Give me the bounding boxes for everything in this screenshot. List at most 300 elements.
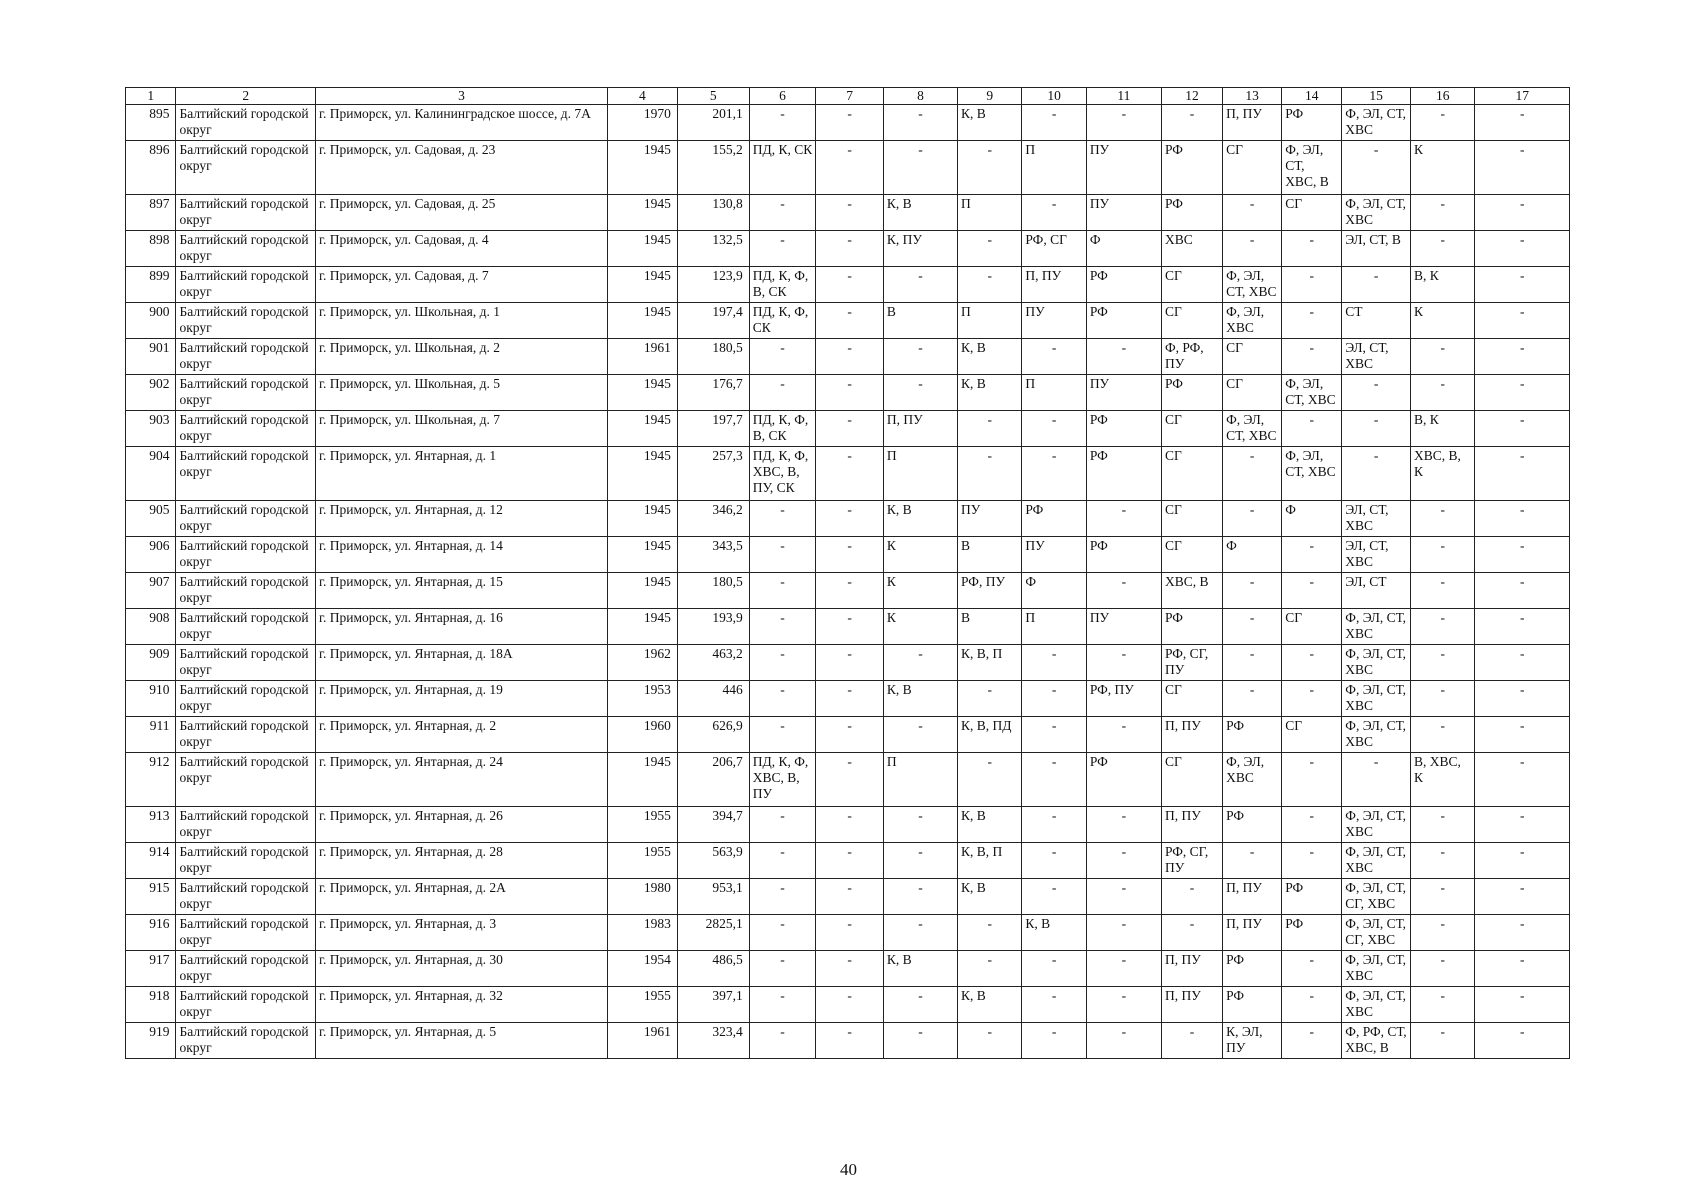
cell-col-6: -	[749, 573, 816, 609]
cell-col-16: В, ХВС, К	[1411, 753, 1475, 807]
cell-col-8: -	[883, 915, 957, 951]
cell-col-11: -	[1086, 951, 1161, 987]
cell-col-17: -	[1475, 339, 1570, 375]
cell-col-14: -	[1282, 267, 1342, 303]
cell-col-17: -	[1475, 411, 1570, 447]
cell-col-13: П, ПУ	[1223, 879, 1282, 915]
column-header-14: 14	[1282, 88, 1342, 105]
cell-col-8: -	[883, 339, 957, 375]
cell-row-number: 914	[126, 843, 176, 879]
cell-address: г. Приморск, ул. Янтарная, д. 2А	[316, 879, 608, 915]
table-row	[126, 987, 1570, 1023]
cell-municipality: Балтийский городской округ	[176, 303, 316, 339]
cell-col-16: К	[1411, 303, 1475, 339]
cell-col-7: -	[816, 195, 884, 231]
cell-col-11: ПУ	[1086, 195, 1161, 231]
cell-col-11: -	[1086, 987, 1161, 1023]
table-row	[126, 609, 1570, 645]
cell-col-16: -	[1411, 609, 1475, 645]
cell-address: г. Приморск, ул. Янтарная, д. 14	[316, 537, 608, 573]
table-row	[126, 303, 1570, 339]
cell-area: 132,5	[677, 231, 749, 267]
cell-row-number: 918	[126, 987, 176, 1023]
cell-col-15: ЭЛ, СТ	[1342, 573, 1411, 609]
cell-col-11: -	[1086, 879, 1161, 915]
cell-col-10: -	[1022, 843, 1086, 879]
cell-col-7: -	[816, 609, 884, 645]
cell-area: 123,9	[677, 267, 749, 303]
cell-col-7: -	[816, 303, 884, 339]
cell-col-17: -	[1475, 105, 1570, 141]
cell-col-15: Ф, ЭЛ, СТ, ХВС	[1342, 717, 1411, 753]
cell-col-16: -	[1411, 645, 1475, 681]
cell-col-12: СГ	[1161, 267, 1222, 303]
cell-year-built: 1945	[608, 573, 678, 609]
cell-area: 463,2	[677, 645, 749, 681]
cell-col-12: -	[1161, 1023, 1222, 1059]
cell-col-10: -	[1022, 645, 1086, 681]
cell-municipality: Балтийский городской округ	[176, 105, 316, 141]
cell-col-9: -	[958, 681, 1022, 717]
cell-col-14: Ф	[1282, 501, 1342, 537]
cell-col-14: -	[1282, 339, 1342, 375]
cell-col-11: РФ, ПУ	[1086, 681, 1161, 717]
column-header-6: 6	[749, 88, 816, 105]
table-row	[126, 681, 1570, 717]
cell-col-13: Ф	[1223, 537, 1282, 573]
cell-address: г. Приморск, ул. Янтарная, д. 2	[316, 717, 608, 753]
cell-col-15: -	[1342, 267, 1411, 303]
cell-col-13: -	[1223, 501, 1282, 537]
cell-year-built: 1945	[608, 411, 678, 447]
cell-col-6: -	[749, 609, 816, 645]
cell-col-16: К	[1411, 141, 1475, 195]
cell-municipality: Балтийский городской округ	[176, 375, 316, 411]
cell-col-9: В	[958, 609, 1022, 645]
table-row	[126, 879, 1570, 915]
cell-row-number: 908	[126, 609, 176, 645]
cell-year-built: 1945	[608, 195, 678, 231]
cell-municipality: Балтийский городской округ	[176, 411, 316, 447]
cell-col-12: РФ	[1161, 609, 1222, 645]
table-row	[126, 141, 1570, 195]
cell-year-built: 1945	[608, 501, 678, 537]
cell-row-number: 916	[126, 915, 176, 951]
cell-year-built: 1983	[608, 915, 678, 951]
cell-municipality: Балтийский городской округ	[176, 681, 316, 717]
column-header-1: 1	[126, 88, 176, 105]
cell-col-17: -	[1475, 645, 1570, 681]
cell-col-15: -	[1342, 141, 1411, 195]
cell-col-8: К	[883, 609, 957, 645]
cell-col-11: -	[1086, 501, 1161, 537]
cell-col-6: -	[749, 1023, 816, 1059]
cell-col-14: РФ	[1282, 915, 1342, 951]
cell-area: 130,8	[677, 195, 749, 231]
cell-col-11: -	[1086, 843, 1161, 879]
cell-area: 2825,1	[677, 915, 749, 951]
cell-col-8: К	[883, 537, 957, 573]
cell-col-17: -	[1475, 915, 1570, 951]
cell-row-number: 915	[126, 879, 176, 915]
cell-row-number: 905	[126, 501, 176, 537]
cell-col-13: СГ	[1223, 375, 1282, 411]
cell-col-13: -	[1223, 843, 1282, 879]
cell-row-number: 903	[126, 411, 176, 447]
cell-address: г. Приморск, ул. Янтарная, д. 19	[316, 681, 608, 717]
cell-col-9: К, В, П	[958, 843, 1022, 879]
cell-year-built: 1980	[608, 879, 678, 915]
cell-col-6: ПД, К, Ф, В, СК	[749, 267, 816, 303]
cell-col-15: Ф, ЭЛ, СТ, ХВС	[1342, 951, 1411, 987]
cell-col-10: РФ	[1022, 501, 1086, 537]
cell-col-6: ПД, К, СК	[749, 141, 816, 195]
cell-col-10: -	[1022, 339, 1086, 375]
cell-col-8: -	[883, 375, 957, 411]
cell-municipality: Балтийский городской округ	[176, 987, 316, 1023]
cell-col-11: РФ	[1086, 753, 1161, 807]
cell-col-9: К, В	[958, 807, 1022, 843]
cell-col-8: В	[883, 303, 957, 339]
cell-col-17: -	[1475, 375, 1570, 411]
cell-col-10: -	[1022, 681, 1086, 717]
cell-col-6: -	[749, 879, 816, 915]
cell-address: г. Приморск, ул. Школьная, д. 5	[316, 375, 608, 411]
cell-col-13: Ф, ЭЛ, СТ, ХВС	[1223, 411, 1282, 447]
cell-area: 155,2	[677, 141, 749, 195]
cell-col-8: -	[883, 105, 957, 141]
cell-col-7: -	[816, 879, 884, 915]
cell-col-13: -	[1223, 645, 1282, 681]
cell-col-14: -	[1282, 681, 1342, 717]
cell-col-17: -	[1475, 141, 1570, 195]
cell-year-built: 1945	[608, 537, 678, 573]
cell-col-15: Ф, ЭЛ, СТ, ХВС	[1342, 681, 1411, 717]
cell-col-10: -	[1022, 105, 1086, 141]
cell-municipality: Балтийский городской округ	[176, 501, 316, 537]
cell-col-9: -	[958, 267, 1022, 303]
cell-col-17: -	[1475, 951, 1570, 987]
table-body	[126, 105, 1570, 1059]
column-number-header	[126, 88, 1570, 105]
cell-col-6: -	[749, 915, 816, 951]
table-row	[126, 195, 1570, 231]
cell-year-built: 1955	[608, 807, 678, 843]
cell-col-6: -	[749, 105, 816, 141]
cell-municipality: Балтийский городской округ	[176, 267, 316, 303]
cell-year-built: 1945	[608, 753, 678, 807]
cell-col-12: -	[1161, 879, 1222, 915]
cell-col-8: П	[883, 447, 957, 501]
column-header-8: 8	[883, 88, 957, 105]
cell-col-9: К, В	[958, 987, 1022, 1023]
cell-col-6: -	[749, 843, 816, 879]
cell-col-15: Ф, ЭЛ, СТ, ХВС	[1342, 843, 1411, 879]
cell-col-9: К, В, ПД	[958, 717, 1022, 753]
cell-col-8: К, В	[883, 195, 957, 231]
cell-row-number: 917	[126, 951, 176, 987]
cell-area: 343,5	[677, 537, 749, 573]
column-header-10: 10	[1022, 88, 1086, 105]
cell-address: г. Приморск, ул. Садовая, д. 23	[316, 141, 608, 195]
table-row	[126, 915, 1570, 951]
cell-area: 486,5	[677, 951, 749, 987]
cell-address: г. Приморск, ул. Калининградское шоссе, д. 7А	[316, 105, 608, 141]
cell-col-12: ХВС	[1161, 231, 1222, 267]
cell-col-13: РФ	[1223, 717, 1282, 753]
cell-col-15: ЭЛ, СТ, ХВС	[1342, 339, 1411, 375]
cell-row-number: 899	[126, 267, 176, 303]
cell-col-17: -	[1475, 987, 1570, 1023]
cell-col-6: -	[749, 807, 816, 843]
cell-col-14: -	[1282, 807, 1342, 843]
cell-col-11: -	[1086, 339, 1161, 375]
column-header-15: 15	[1342, 88, 1411, 105]
cell-col-16: -	[1411, 1023, 1475, 1059]
cell-col-10: П	[1022, 141, 1086, 195]
cell-year-built: 1962	[608, 645, 678, 681]
cell-col-7: -	[816, 915, 884, 951]
cell-municipality: Балтийский городской округ	[176, 753, 316, 807]
cell-col-9: К, В	[958, 339, 1022, 375]
cell-col-14: РФ	[1282, 879, 1342, 915]
cell-col-13: -	[1223, 609, 1282, 645]
cell-address: г. Приморск, ул. Янтарная, д. 3	[316, 915, 608, 951]
table-row	[126, 807, 1570, 843]
cell-municipality: Балтийский городской округ	[176, 717, 316, 753]
cell-col-9: К, В	[958, 375, 1022, 411]
cell-col-8: -	[883, 843, 957, 879]
cell-col-7: -	[816, 1023, 884, 1059]
cell-col-12: СГ	[1161, 411, 1222, 447]
cell-col-8: -	[883, 879, 957, 915]
cell-col-13: РФ	[1223, 951, 1282, 987]
cell-year-built: 1954	[608, 951, 678, 987]
cell-col-15: Ф, ЭЛ, СТ, ХВС	[1342, 609, 1411, 645]
cell-year-built: 1945	[608, 609, 678, 645]
cell-col-6: ПД, К, Ф, СК	[749, 303, 816, 339]
cell-col-15: -	[1342, 447, 1411, 501]
table-row	[126, 537, 1570, 573]
cell-col-10: П	[1022, 609, 1086, 645]
cell-area: 193,9	[677, 609, 749, 645]
column-header-3: 3	[316, 88, 608, 105]
table-row	[126, 231, 1570, 267]
cell-col-9: -	[958, 141, 1022, 195]
cell-col-16: -	[1411, 717, 1475, 753]
cell-col-17: -	[1475, 447, 1570, 501]
cell-address: г. Приморск, ул. Школьная, д. 7	[316, 411, 608, 447]
cell-col-14: Ф, ЭЛ, СТ, ХВС	[1282, 375, 1342, 411]
cell-col-9: -	[958, 1023, 1022, 1059]
column-header-16: 16	[1411, 88, 1475, 105]
cell-address: г. Приморск, ул. Янтарная, д. 28	[316, 843, 608, 879]
cell-col-16: -	[1411, 951, 1475, 987]
cell-col-14: -	[1282, 231, 1342, 267]
cell-municipality: Балтийский городской округ	[176, 447, 316, 501]
cell-col-9: -	[958, 951, 1022, 987]
cell-col-14: -	[1282, 1023, 1342, 1059]
cell-col-6: ПД, К, Ф, ХВС, В, ПУ	[749, 753, 816, 807]
cell-col-15: -	[1342, 411, 1411, 447]
cell-year-built: 1961	[608, 339, 678, 375]
cell-municipality: Балтийский городской округ	[176, 645, 316, 681]
cell-col-12: -	[1161, 105, 1222, 141]
column-header-11: 11	[1086, 88, 1161, 105]
cell-col-10: -	[1022, 951, 1086, 987]
cell-col-17: -	[1475, 717, 1570, 753]
table-row	[126, 339, 1570, 375]
cell-year-built: 1953	[608, 681, 678, 717]
cell-col-10: К, В	[1022, 915, 1086, 951]
cell-col-16: -	[1411, 501, 1475, 537]
cell-col-10: П, ПУ	[1022, 267, 1086, 303]
cell-col-17: -	[1475, 537, 1570, 573]
cell-col-17: -	[1475, 879, 1570, 915]
cell-col-8: -	[883, 717, 957, 753]
cell-address: г. Приморск, ул. Янтарная, д. 1	[316, 447, 608, 501]
cell-area: 180,5	[677, 339, 749, 375]
cell-year-built: 1945	[608, 141, 678, 195]
cell-col-17: -	[1475, 231, 1570, 267]
cell-col-17: -	[1475, 843, 1570, 879]
cell-col-7: -	[816, 807, 884, 843]
cell-col-7: -	[816, 267, 884, 303]
cell-col-15: ЭЛ, СТ, В	[1342, 231, 1411, 267]
cell-col-14: -	[1282, 573, 1342, 609]
cell-col-15: Ф, ЭЛ, СТ, СГ, ХВС	[1342, 915, 1411, 951]
cell-col-14: РФ	[1282, 105, 1342, 141]
cell-year-built: 1945	[608, 447, 678, 501]
cell-municipality: Балтийский городской округ	[176, 231, 316, 267]
cell-col-17: -	[1475, 573, 1570, 609]
cell-col-12: П, ПУ	[1161, 717, 1222, 753]
cell-col-6: -	[749, 951, 816, 987]
cell-col-16: -	[1411, 195, 1475, 231]
cell-col-8: -	[883, 141, 957, 195]
cell-col-7: -	[816, 411, 884, 447]
cell-row-number: 896	[126, 141, 176, 195]
cell-col-11: РФ	[1086, 267, 1161, 303]
cell-col-13: РФ	[1223, 807, 1282, 843]
cell-col-13: СГ	[1223, 141, 1282, 195]
cell-address: г. Приморск, ул. Янтарная, д. 16	[316, 609, 608, 645]
cell-col-13: Ф, ЭЛ, ХВС	[1223, 303, 1282, 339]
cell-col-9: -	[958, 411, 1022, 447]
cell-address: г. Приморск, ул. Янтарная, д. 15	[316, 573, 608, 609]
column-header-5: 5	[677, 88, 749, 105]
cell-area: 197,4	[677, 303, 749, 339]
cell-row-number: 895	[126, 105, 176, 141]
cell-col-17: -	[1475, 501, 1570, 537]
cell-col-12: П, ПУ	[1161, 807, 1222, 843]
cell-col-9: К, В	[958, 879, 1022, 915]
cell-col-17: -	[1475, 609, 1570, 645]
cell-col-7: -	[816, 105, 884, 141]
cell-col-16: В, К	[1411, 267, 1475, 303]
cell-row-number: 901	[126, 339, 176, 375]
cell-col-11: РФ	[1086, 447, 1161, 501]
cell-col-14: -	[1282, 843, 1342, 879]
cell-col-10: -	[1022, 807, 1086, 843]
cell-col-8: П	[883, 753, 957, 807]
cell-col-15: Ф, ЭЛ, СТ, ХВС	[1342, 987, 1411, 1023]
cell-col-10: -	[1022, 447, 1086, 501]
table-row	[126, 375, 1570, 411]
cell-col-11: ПУ	[1086, 609, 1161, 645]
cell-col-10: Ф	[1022, 573, 1086, 609]
cell-col-7: -	[816, 753, 884, 807]
cell-col-12: -	[1161, 915, 1222, 951]
cell-col-7: -	[816, 447, 884, 501]
cell-year-built: 1955	[608, 843, 678, 879]
cell-address: г. Приморск, ул. Садовая, д. 25	[316, 195, 608, 231]
cell-col-7: -	[816, 141, 884, 195]
cell-address: г. Приморск, ул. Янтарная, д. 18А	[316, 645, 608, 681]
cell-col-12: РФ	[1161, 141, 1222, 195]
cell-col-8: К	[883, 573, 957, 609]
cell-col-15: ЭЛ, СТ, ХВС	[1342, 537, 1411, 573]
cell-col-7: -	[816, 537, 884, 573]
cell-col-11: ПУ	[1086, 141, 1161, 195]
cell-year-built: 1960	[608, 717, 678, 753]
cell-year-built: 1945	[608, 375, 678, 411]
cell-col-15: Ф, ЭЛ, СТ, ХВС	[1342, 645, 1411, 681]
column-header-13: 13	[1223, 88, 1282, 105]
cell-year-built: 1961	[608, 1023, 678, 1059]
cell-col-11: РФ	[1086, 411, 1161, 447]
cell-col-14: -	[1282, 753, 1342, 807]
column-header-2: 2	[176, 88, 316, 105]
cell-col-8: -	[883, 807, 957, 843]
cell-col-13: -	[1223, 573, 1282, 609]
cell-row-number: 900	[126, 303, 176, 339]
cell-col-15: Ф, РФ, СТ, ХВС, В	[1342, 1023, 1411, 1059]
cell-row-number: 909	[126, 645, 176, 681]
cell-area: 197,7	[677, 411, 749, 447]
cell-col-9: -	[958, 231, 1022, 267]
cell-col-15: СТ	[1342, 303, 1411, 339]
cell-col-15: Ф, ЭЛ, СТ, ХВС	[1342, 807, 1411, 843]
cell-col-14: -	[1282, 537, 1342, 573]
cell-area: 206,7	[677, 753, 749, 807]
cell-col-6: -	[749, 537, 816, 573]
cell-col-10: РФ, СГ	[1022, 231, 1086, 267]
cell-col-12: РФ	[1161, 375, 1222, 411]
cell-address: г. Приморск, ул. Янтарная, д. 24	[316, 753, 608, 807]
cell-col-11: -	[1086, 105, 1161, 141]
cell-col-9: ПУ	[958, 501, 1022, 537]
cell-col-14: Ф, ЭЛ, СТ, ХВС	[1282, 447, 1342, 501]
table-row	[126, 843, 1570, 879]
table-row	[126, 645, 1570, 681]
cell-col-17: -	[1475, 1023, 1570, 1059]
cell-col-8: -	[883, 987, 957, 1023]
cell-area: 953,1	[677, 879, 749, 915]
cell-col-10: ПУ	[1022, 537, 1086, 573]
cell-col-15: Ф, ЭЛ, СТ, ХВС	[1342, 105, 1411, 141]
cell-col-12: СГ	[1161, 303, 1222, 339]
cell-col-10: -	[1022, 753, 1086, 807]
cell-row-number: 904	[126, 447, 176, 501]
cell-col-10: -	[1022, 411, 1086, 447]
table-row	[126, 753, 1570, 807]
cell-col-12: РФ	[1161, 195, 1222, 231]
table-row	[126, 573, 1570, 609]
cell-col-11: -	[1086, 645, 1161, 681]
cell-col-7: -	[816, 501, 884, 537]
cell-col-6: -	[749, 339, 816, 375]
